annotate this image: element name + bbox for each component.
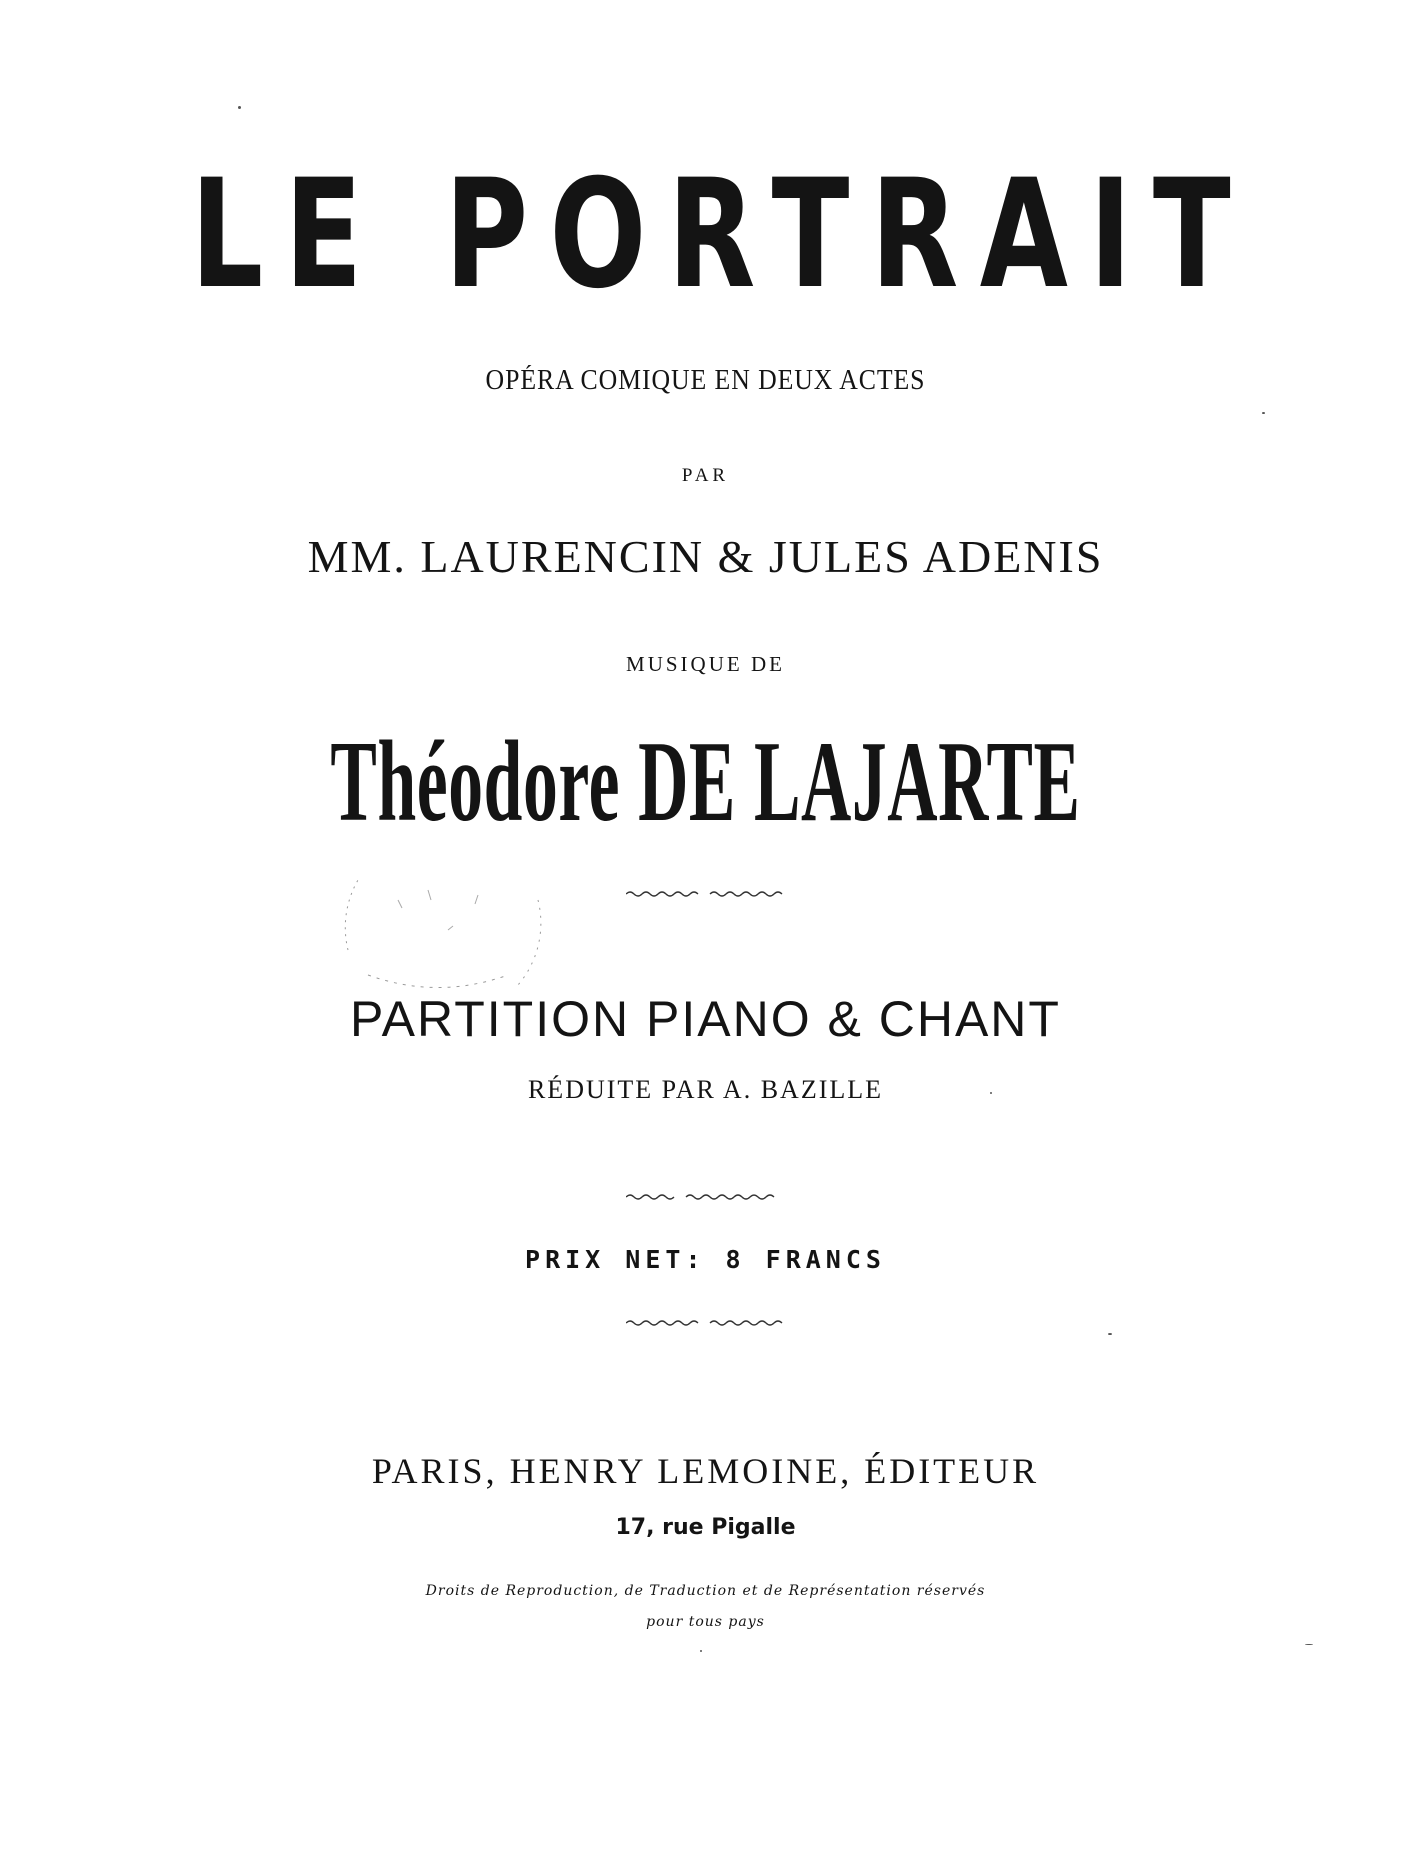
- wavy-rule-ornament-icon: [0, 1192, 1411, 1202]
- paper-speck: [1108, 1333, 1112, 1335]
- publisher: PARIS, HENRY LEMOINE, ÉDITEUR: [371, 1451, 1040, 1491]
- work-subtitle: OPÉRA COMIQUE EN DEUX ACTES: [485, 365, 926, 396]
- paper-speck: [238, 106, 241, 109]
- score-type: PARTITION PIANO & CHANT: [350, 991, 1061, 1047]
- music-by-label: MUSIQUE DE: [626, 652, 785, 676]
- publisher-address: 17, rue Pigalle: [615, 1515, 796, 1540]
- rights-notice-countries: pour tous pays: [646, 1614, 765, 1630]
- wavy-rule-ornament-icon: [0, 889, 1411, 899]
- par-label: PAR: [681, 465, 730, 486]
- composer-name: Théodore DE LAJARTE: [330, 718, 1081, 846]
- reduction-credit: RÉDUITE PAR A. BAZILLE: [527, 1075, 884, 1104]
- paper-speck: [1262, 412, 1265, 414]
- net-price: PRIX NET: 8 FRANCS: [525, 1245, 886, 1274]
- rights-notice: Droits de Reproduction, de Traduction et de Représentation réservés: [425, 1583, 986, 1599]
- paper-speck: [1305, 1644, 1313, 1645]
- paper-speck: [700, 1650, 702, 1652]
- library-stamp-icon: [338, 860, 548, 990]
- work-title: LE PORTRAIT: [190, 148, 1252, 322]
- paper-speck: [990, 1092, 992, 1094]
- wavy-rule-ornament-icon: [0, 1318, 1411, 1328]
- librettists: MM. LAURENCIN & JULES ADENIS: [307, 531, 1104, 582]
